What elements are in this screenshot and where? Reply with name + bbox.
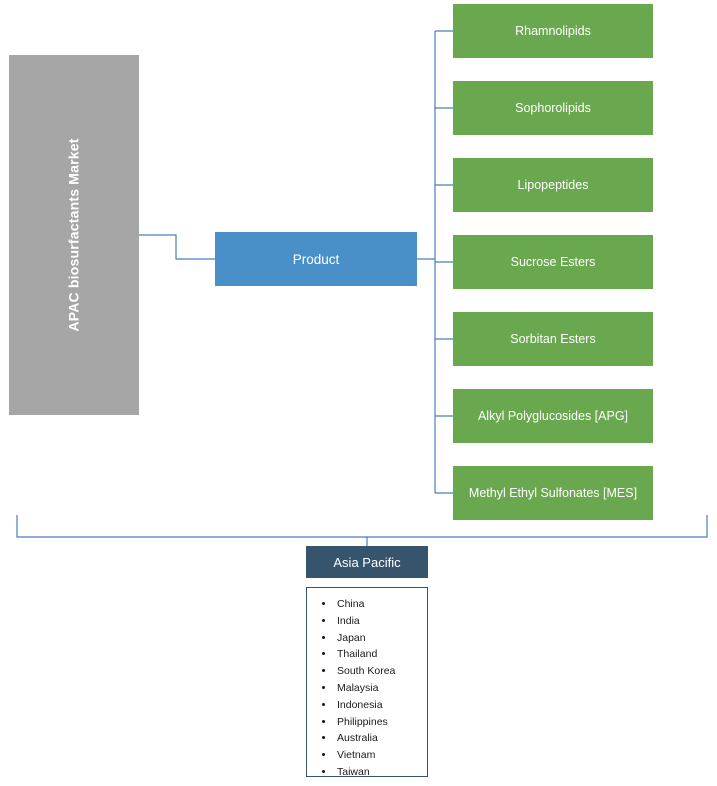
list-item: • South Korea [335,663,423,680]
country-list [311,596,423,781]
root-node [9,55,139,415]
region-node-label: Asia Pacific [333,554,401,570]
product-node-label: Sucrose Esters [510,255,596,269]
list-item: • Taiwan [335,764,423,781]
product-node-sophorolipids [453,81,653,135]
list-item: • Thailand [335,646,423,663]
list-item: • Australia [335,730,423,747]
product-node-label: Lipopeptides [517,178,589,192]
product-node-label: Methyl Ethyl Sulfonates [MES] [468,486,638,500]
product-node-label: Sorbitan Esters [510,332,596,346]
category-node-label: Product [292,251,340,267]
list-item: • India [335,613,423,630]
category-node-product [215,232,417,286]
product-node-rhamnolipids [453,4,653,58]
product-node-label: Rhamnolipids [515,24,591,38]
list-item: • Malaysia [335,680,423,697]
product-node-lipopeptides [453,158,653,212]
product-node-methyl-ethyl-sulfonates [453,466,653,520]
list-item: • China [335,596,423,613]
list-item: • Philippines [335,714,423,731]
list-item: • Vietnam [335,747,423,764]
product-node-sucrose-esters [453,235,653,289]
country-list-box [306,587,428,777]
product-node-label: Sophorolipids [515,101,591,115]
list-item: • Japan [335,630,423,647]
product-node-label: Alkyl Polyglucosides [APG] [477,409,629,423]
list-item: • Indonesia [335,697,423,714]
product-node-sorbitan-esters [453,312,653,366]
region-node-asia-pacific [306,546,428,578]
product-node-alkyl-polyglucosides [453,389,653,443]
root-node-label: APAC biosurfactants Market [66,138,83,332]
